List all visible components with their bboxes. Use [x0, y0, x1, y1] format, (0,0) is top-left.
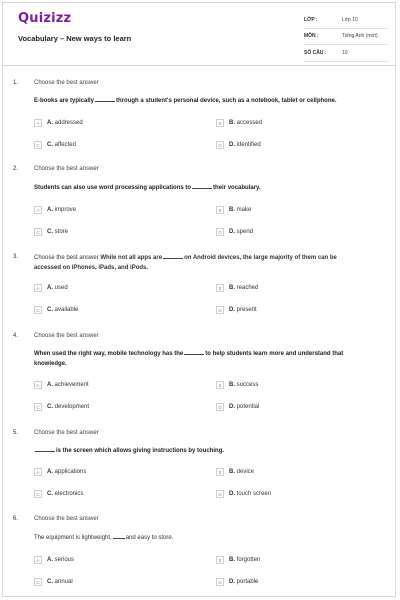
option-letter-box: A — [34, 284, 42, 292]
option-text: D. portable — [229, 579, 259, 585]
question-text-part: on Android devices, the large majority of them can be — [184, 255, 337, 261]
option-letter-box: B — [216, 468, 224, 476]
question-number: 2. — [13, 166, 19, 172]
option-d[interactable] — [216, 577, 258, 587]
option-text: B. accessed — [229, 120, 263, 126]
option-text: A. used — [47, 285, 68, 291]
option-text: C. electronics — [47, 491, 84, 497]
question-text — [34, 183, 374, 194]
question-text-part: Students can also use word processing applications to — [34, 185, 192, 191]
option-a[interactable] — [34, 555, 74, 565]
option-text: C. affected — [47, 142, 76, 148]
question-text-part: their vocabulary. — [213, 185, 261, 191]
question-number: 6. — [13, 516, 19, 522]
question-instruction: Choose the best answer — [34, 333, 99, 339]
question-text — [34, 96, 374, 107]
option-letter-box: C — [34, 306, 42, 314]
option-d[interactable] — [216, 489, 271, 499]
question-number: 1. — [13, 80, 19, 86]
option-letter-box: D — [216, 578, 224, 586]
option-letter-box: B — [216, 556, 224, 564]
meta-value: Tiếng Anh (mới) — [342, 33, 378, 40]
option-b[interactable] — [216, 555, 260, 565]
question-number: 4. — [13, 333, 19, 339]
option-letter-box: A — [34, 206, 42, 214]
worksheet-header — [2, 2, 396, 66]
option-c[interactable] — [34, 227, 68, 237]
option-letter-box: B — [216, 381, 224, 389]
option-a[interactable] — [34, 205, 76, 215]
question-text-part: When used the right way, mobile technology has the — [34, 351, 184, 357]
option-a[interactable] — [34, 380, 89, 390]
option-c[interactable] — [34, 489, 83, 499]
question-instruction: Choose the best answer — [34, 430, 99, 436]
option-text: B. make — [229, 207, 252, 213]
option-c[interactable] — [34, 140, 76, 150]
option-letter-box: C — [34, 141, 42, 149]
option-text: A. applications — [47, 469, 87, 475]
option-c[interactable] — [34, 305, 78, 315]
option-text: A. improve — [47, 207, 77, 213]
option-letter-box: D — [216, 306, 224, 314]
meta-table — [304, 12, 388, 62]
answer-blank — [192, 183, 212, 189]
meta-row-class — [304, 12, 388, 29]
option-b[interactable] — [216, 205, 251, 215]
meta-value: Lớp 10 — [342, 16, 358, 23]
option-letter-box: D — [216, 228, 224, 236]
option-text: B. reached — [229, 285, 259, 291]
option-text: B. device — [229, 469, 255, 475]
option-letter-box: C — [34, 578, 42, 586]
option-letter-box: A — [34, 556, 42, 564]
meta-label: MÔN : — [304, 33, 319, 40]
question-text — [34, 253, 374, 273]
option-c[interactable] — [34, 577, 73, 587]
question-instruction: Choose the best answer — [34, 255, 99, 261]
option-text: A. serious — [47, 557, 75, 563]
option-letter-box: D — [216, 490, 224, 498]
question-text-part: and easy to store. — [125, 535, 174, 541]
question-instruction: Choose the best answer — [34, 166, 99, 172]
option-letter-box: B — [216, 284, 224, 292]
question-text — [34, 533, 374, 544]
question-number: 3. — [13, 254, 19, 260]
question-instruction: Choose the best answer — [34, 516, 99, 522]
option-letter-box: D — [216, 403, 224, 411]
option-letter-box: B — [216, 206, 224, 214]
option-text: C. store — [47, 229, 69, 235]
option-text: D. present — [229, 307, 257, 313]
option-text: B. forgotten — [229, 557, 261, 563]
answer-blank — [163, 253, 183, 259]
option-b[interactable] — [216, 283, 258, 293]
option-a[interactable] — [34, 467, 86, 477]
question-text-part: While not all apps are — [100, 255, 163, 261]
option-d[interactable] — [216, 140, 261, 150]
question-text-part: to help students learn more and understand that — [205, 351, 344, 357]
page-border — [2, 2, 396, 597]
answer-blank — [113, 533, 125, 539]
option-text: D. potential — [229, 404, 260, 410]
option-a[interactable] — [34, 118, 83, 128]
meta-label: LỚP : — [304, 16, 318, 23]
option-text: B. success — [229, 382, 259, 388]
option-text: D. spend — [229, 229, 254, 235]
option-text: D. identified — [229, 142, 261, 148]
meta-value: 10 — [342, 49, 348, 56]
question-text-part: through a student's personal device, such as a notebook, tablet or cellphone. — [116, 98, 337, 104]
question-instruction: Choose the best answer — [34, 80, 99, 86]
option-text: C. development — [47, 404, 90, 410]
option-letter-box: B — [216, 119, 224, 127]
question-text-part: E-books are typically — [34, 98, 95, 104]
option-text: D. touch screen — [229, 491, 272, 497]
option-text: C. annual — [47, 579, 73, 585]
option-b[interactable] — [216, 118, 262, 128]
question-text — [34, 349, 374, 369]
option-text: A. achievement — [47, 382, 89, 388]
question-text-part: accessed on iPhones, iPads, and iPods. — [34, 264, 149, 271]
option-letter-box: C — [34, 490, 42, 498]
option-letter-box: A — [34, 468, 42, 476]
option-letter-box: C — [34, 403, 42, 411]
meta-row-count — [304, 45, 388, 62]
answer-blank — [184, 349, 204, 355]
option-b[interactable] — [216, 467, 254, 477]
quizizz-logo: Quizizz — [18, 11, 72, 26]
meta-row-subject — [304, 29, 388, 46]
question-text-part: The equipment is lightweight, — [34, 535, 112, 541]
option-text: C. available — [47, 307, 79, 313]
question-text-part: is the screen which allows giving instructions by touching. — [56, 448, 225, 454]
answer-blank — [35, 446, 55, 452]
meta-label: SỐ CÂU : — [304, 49, 327, 56]
question-text-part: knowledge. — [34, 360, 67, 367]
option-b[interactable] — [216, 380, 258, 390]
option-d[interactable] — [216, 227, 253, 237]
option-letter-box: C — [34, 228, 42, 236]
option-letter-box: A — [34, 381, 42, 389]
option-d[interactable] — [216, 305, 257, 315]
worksheet-title: Vocabulary – New ways to learn — [18, 34, 132, 43]
option-a[interactable] — [34, 283, 68, 293]
question-number: 5. — [13, 430, 19, 436]
question-text — [34, 446, 374, 457]
option-c[interactable] — [34, 402, 89, 412]
answer-blank — [95, 96, 115, 102]
option-letter-box: D — [216, 141, 224, 149]
option-d[interactable] — [216, 402, 259, 412]
option-text: A. addressed — [47, 120, 83, 126]
option-letter-box: A — [34, 119, 42, 127]
